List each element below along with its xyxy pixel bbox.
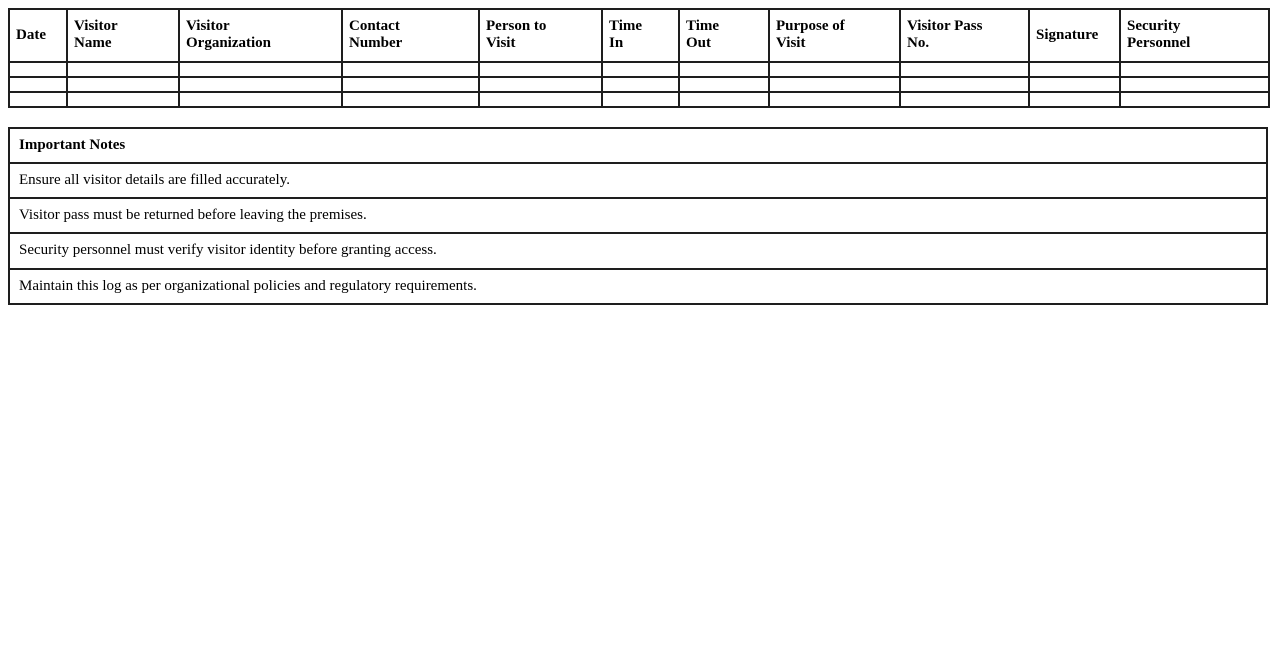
header-line: Time — [609, 18, 643, 34]
log-cell-contact-number — [342, 92, 479, 107]
log-entry-row — [9, 62, 1269, 77]
log-cell-visitor-pass-no — [900, 62, 1029, 77]
log-cell-time-out — [679, 77, 769, 92]
log-cell-date — [9, 62, 67, 77]
log-cell-security-personnel — [1120, 92, 1269, 107]
important-notes-table — [8, 127, 1268, 305]
log-cell-contact-number — [342, 77, 479, 92]
log-cell-visitor-organization — [179, 77, 342, 92]
header-line: No. — [907, 35, 930, 52]
note-row — [9, 269, 1267, 304]
log-cell-security-personnel — [1120, 62, 1269, 77]
column-header-visitor-name — [67, 9, 179, 62]
log-cell-signature — [1029, 92, 1120, 107]
notes-header: Important Notes — [9, 128, 1267, 163]
header-line: Person to — [486, 18, 547, 34]
log-cell-time-out — [679, 92, 769, 107]
note-row — [9, 198, 1267, 233]
header-line: Number — [349, 35, 403, 52]
log-cell-person-to-visit — [479, 62, 602, 77]
log-cell-visitor-pass-no — [900, 92, 1029, 107]
column-header-signature — [1029, 9, 1120, 62]
header-line: Out — [686, 35, 712, 52]
log-cell-purpose-of-visit — [769, 92, 900, 107]
header-line: Contact — [349, 18, 400, 34]
log-cell-person-to-visit — [479, 77, 602, 92]
log-cell-time-in — [602, 77, 679, 92]
log-cell-date — [9, 92, 67, 107]
header-line: Organization — [186, 35, 271, 52]
column-header-purpose-of-visit — [769, 9, 900, 62]
log-cell-time-in — [602, 62, 679, 77]
log-cell-purpose-of-visit — [769, 62, 900, 77]
header-line: Signature — [1036, 26, 1099, 43]
column-header-person-to-visit — [479, 9, 602, 62]
log-entry-row — [9, 92, 1269, 107]
header-line: In — [609, 35, 624, 52]
log-cell-visitor-name — [67, 92, 179, 107]
log-header-row — [9, 9, 1269, 62]
log-cell-visitor-organization — [179, 62, 342, 77]
header-line: Visit — [776, 35, 806, 52]
log-cell-visitor-pass-no — [900, 77, 1029, 92]
header-line: Visitor Pass — [907, 18, 983, 34]
log-cell-signature — [1029, 62, 1120, 77]
column-header-contact-number — [342, 9, 479, 62]
column-header-time-in — [602, 9, 679, 62]
note-row — [9, 163, 1267, 198]
header-line: Personnel — [1127, 35, 1191, 52]
note-row — [9, 233, 1267, 268]
note-item: Maintain this log as per organizational policies and regulatory requirements. — [9, 269, 1267, 304]
header-line: Visit — [486, 35, 516, 52]
note-item: Ensure all visitor details are filled accurately. — [9, 163, 1267, 198]
header-line: Purpose of — [776, 18, 845, 34]
note-item: Visitor pass must be returned before leaving the premises. — [9, 198, 1267, 233]
log-cell-visitor-organization — [179, 92, 342, 107]
column-header-time-out — [679, 9, 769, 62]
header-line: Name — [74, 35, 112, 52]
header-line: Security — [1127, 18, 1181, 34]
log-entry-row — [9, 77, 1269, 92]
log-cell-date — [9, 77, 67, 92]
log-cell-contact-number — [342, 62, 479, 77]
visitor-log-table — [8, 8, 1270, 108]
log-cell-person-to-visit — [479, 92, 602, 107]
log-cell-visitor-name — [67, 62, 179, 77]
visitor-log-page — [8, 8, 1270, 305]
notes-header-row — [9, 128, 1267, 163]
header-line: Visitor — [74, 18, 118, 34]
note-item: Security personnel must verify visitor identity before granting access. — [9, 233, 1267, 268]
log-cell-security-personnel — [1120, 77, 1269, 92]
header-line: Date — [16, 26, 46, 43]
log-cell-signature — [1029, 77, 1120, 92]
column-header-visitor-organization — [179, 9, 342, 62]
log-cell-time-out — [679, 62, 769, 77]
log-cell-visitor-name — [67, 77, 179, 92]
column-header-security-personnel — [1120, 9, 1269, 62]
log-cell-purpose-of-visit — [769, 77, 900, 92]
header-line: Visitor — [186, 18, 230, 34]
log-cell-time-in — [602, 92, 679, 107]
header-line: Time — [686, 18, 720, 34]
column-header-date — [9, 9, 67, 62]
column-header-visitor-pass-no — [900, 9, 1029, 62]
